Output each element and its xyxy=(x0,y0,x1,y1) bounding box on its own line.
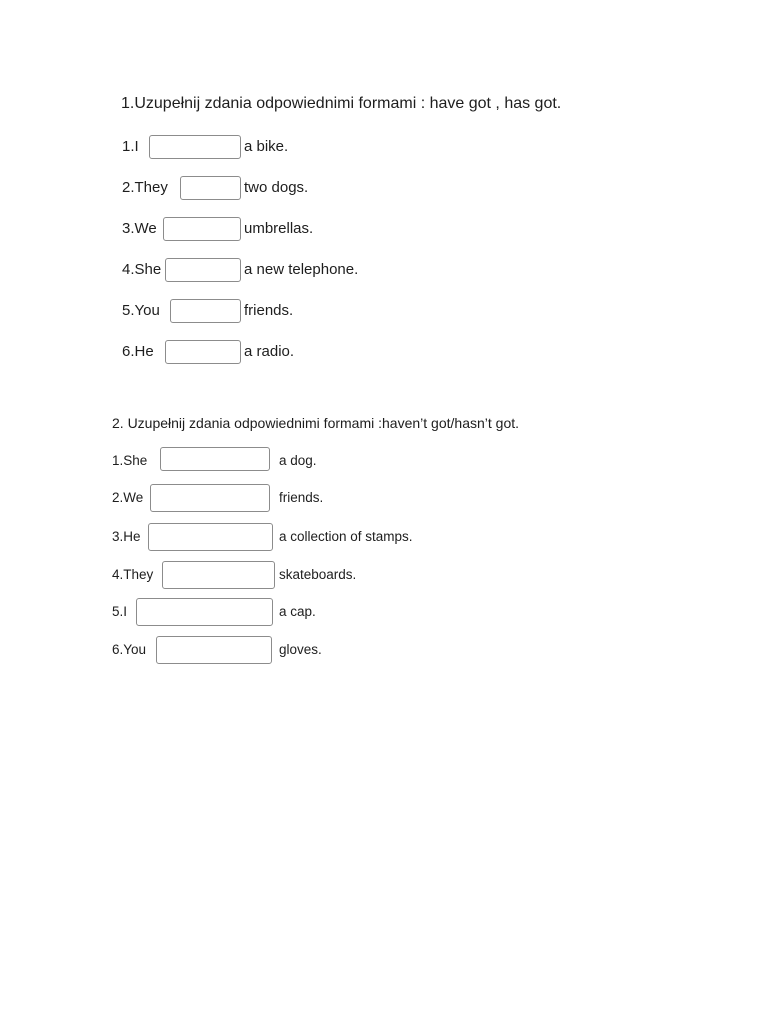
exercise-1-title: 1.Uzupełnij zdania odpowiednimi formami : have got , has got. xyxy=(121,95,562,112)
sentence-predicate: friends. xyxy=(244,302,294,319)
answer-input[interactable] xyxy=(162,561,275,589)
sentence-predicate: a bike. xyxy=(244,138,289,155)
answer-input[interactable] xyxy=(156,636,272,664)
sentence-subject: 1.I xyxy=(122,138,139,155)
sentence-predicate: a collection of stamps. xyxy=(279,529,413,544)
answer-input[interactable] xyxy=(163,217,241,241)
sentence-subject: 4.They xyxy=(112,567,154,582)
answer-input[interactable] xyxy=(170,299,241,323)
sentence-predicate: skateboards. xyxy=(279,567,357,582)
sentence-predicate: a new telephone. xyxy=(244,261,359,278)
sentence-predicate: umbrellas. xyxy=(244,220,314,237)
sentence-predicate: a radio. xyxy=(244,343,295,360)
answer-input[interactable] xyxy=(149,135,241,159)
sentence-subject: 2.We xyxy=(112,490,144,505)
sentence-predicate: two dogs. xyxy=(244,179,309,196)
answer-input[interactable] xyxy=(180,176,241,200)
sentence-subject: 6.He xyxy=(122,343,154,360)
answer-input[interactable] xyxy=(165,258,241,282)
sentence-subject: 3.He xyxy=(112,529,141,544)
sentence-subject: 5.I xyxy=(112,604,128,619)
answer-input[interactable] xyxy=(148,523,273,551)
sentence-subject: 4.She xyxy=(122,261,162,278)
sentence-predicate: a dog. xyxy=(279,453,317,468)
sentence-subject: 6.You xyxy=(112,642,147,657)
sentence-subject: 1.She xyxy=(112,453,148,468)
sentence-subject: 3.We xyxy=(122,220,157,237)
sentence-predicate: a cap. xyxy=(279,604,316,619)
exercise-2-title: 2. Uzupełnij zdania odpowiednimi formami :haven’t got/hasn’t got. xyxy=(112,415,520,431)
sentence-predicate: friends. xyxy=(279,490,324,505)
answer-input[interactable] xyxy=(165,340,241,364)
answer-input[interactable] xyxy=(150,484,270,512)
sentence-predicate: gloves. xyxy=(279,642,322,657)
answer-input[interactable] xyxy=(136,598,273,626)
sentence-subject: 2.They xyxy=(122,179,168,196)
sentence-subject: 5.You xyxy=(122,302,160,319)
answer-input[interactable] xyxy=(160,447,270,471)
